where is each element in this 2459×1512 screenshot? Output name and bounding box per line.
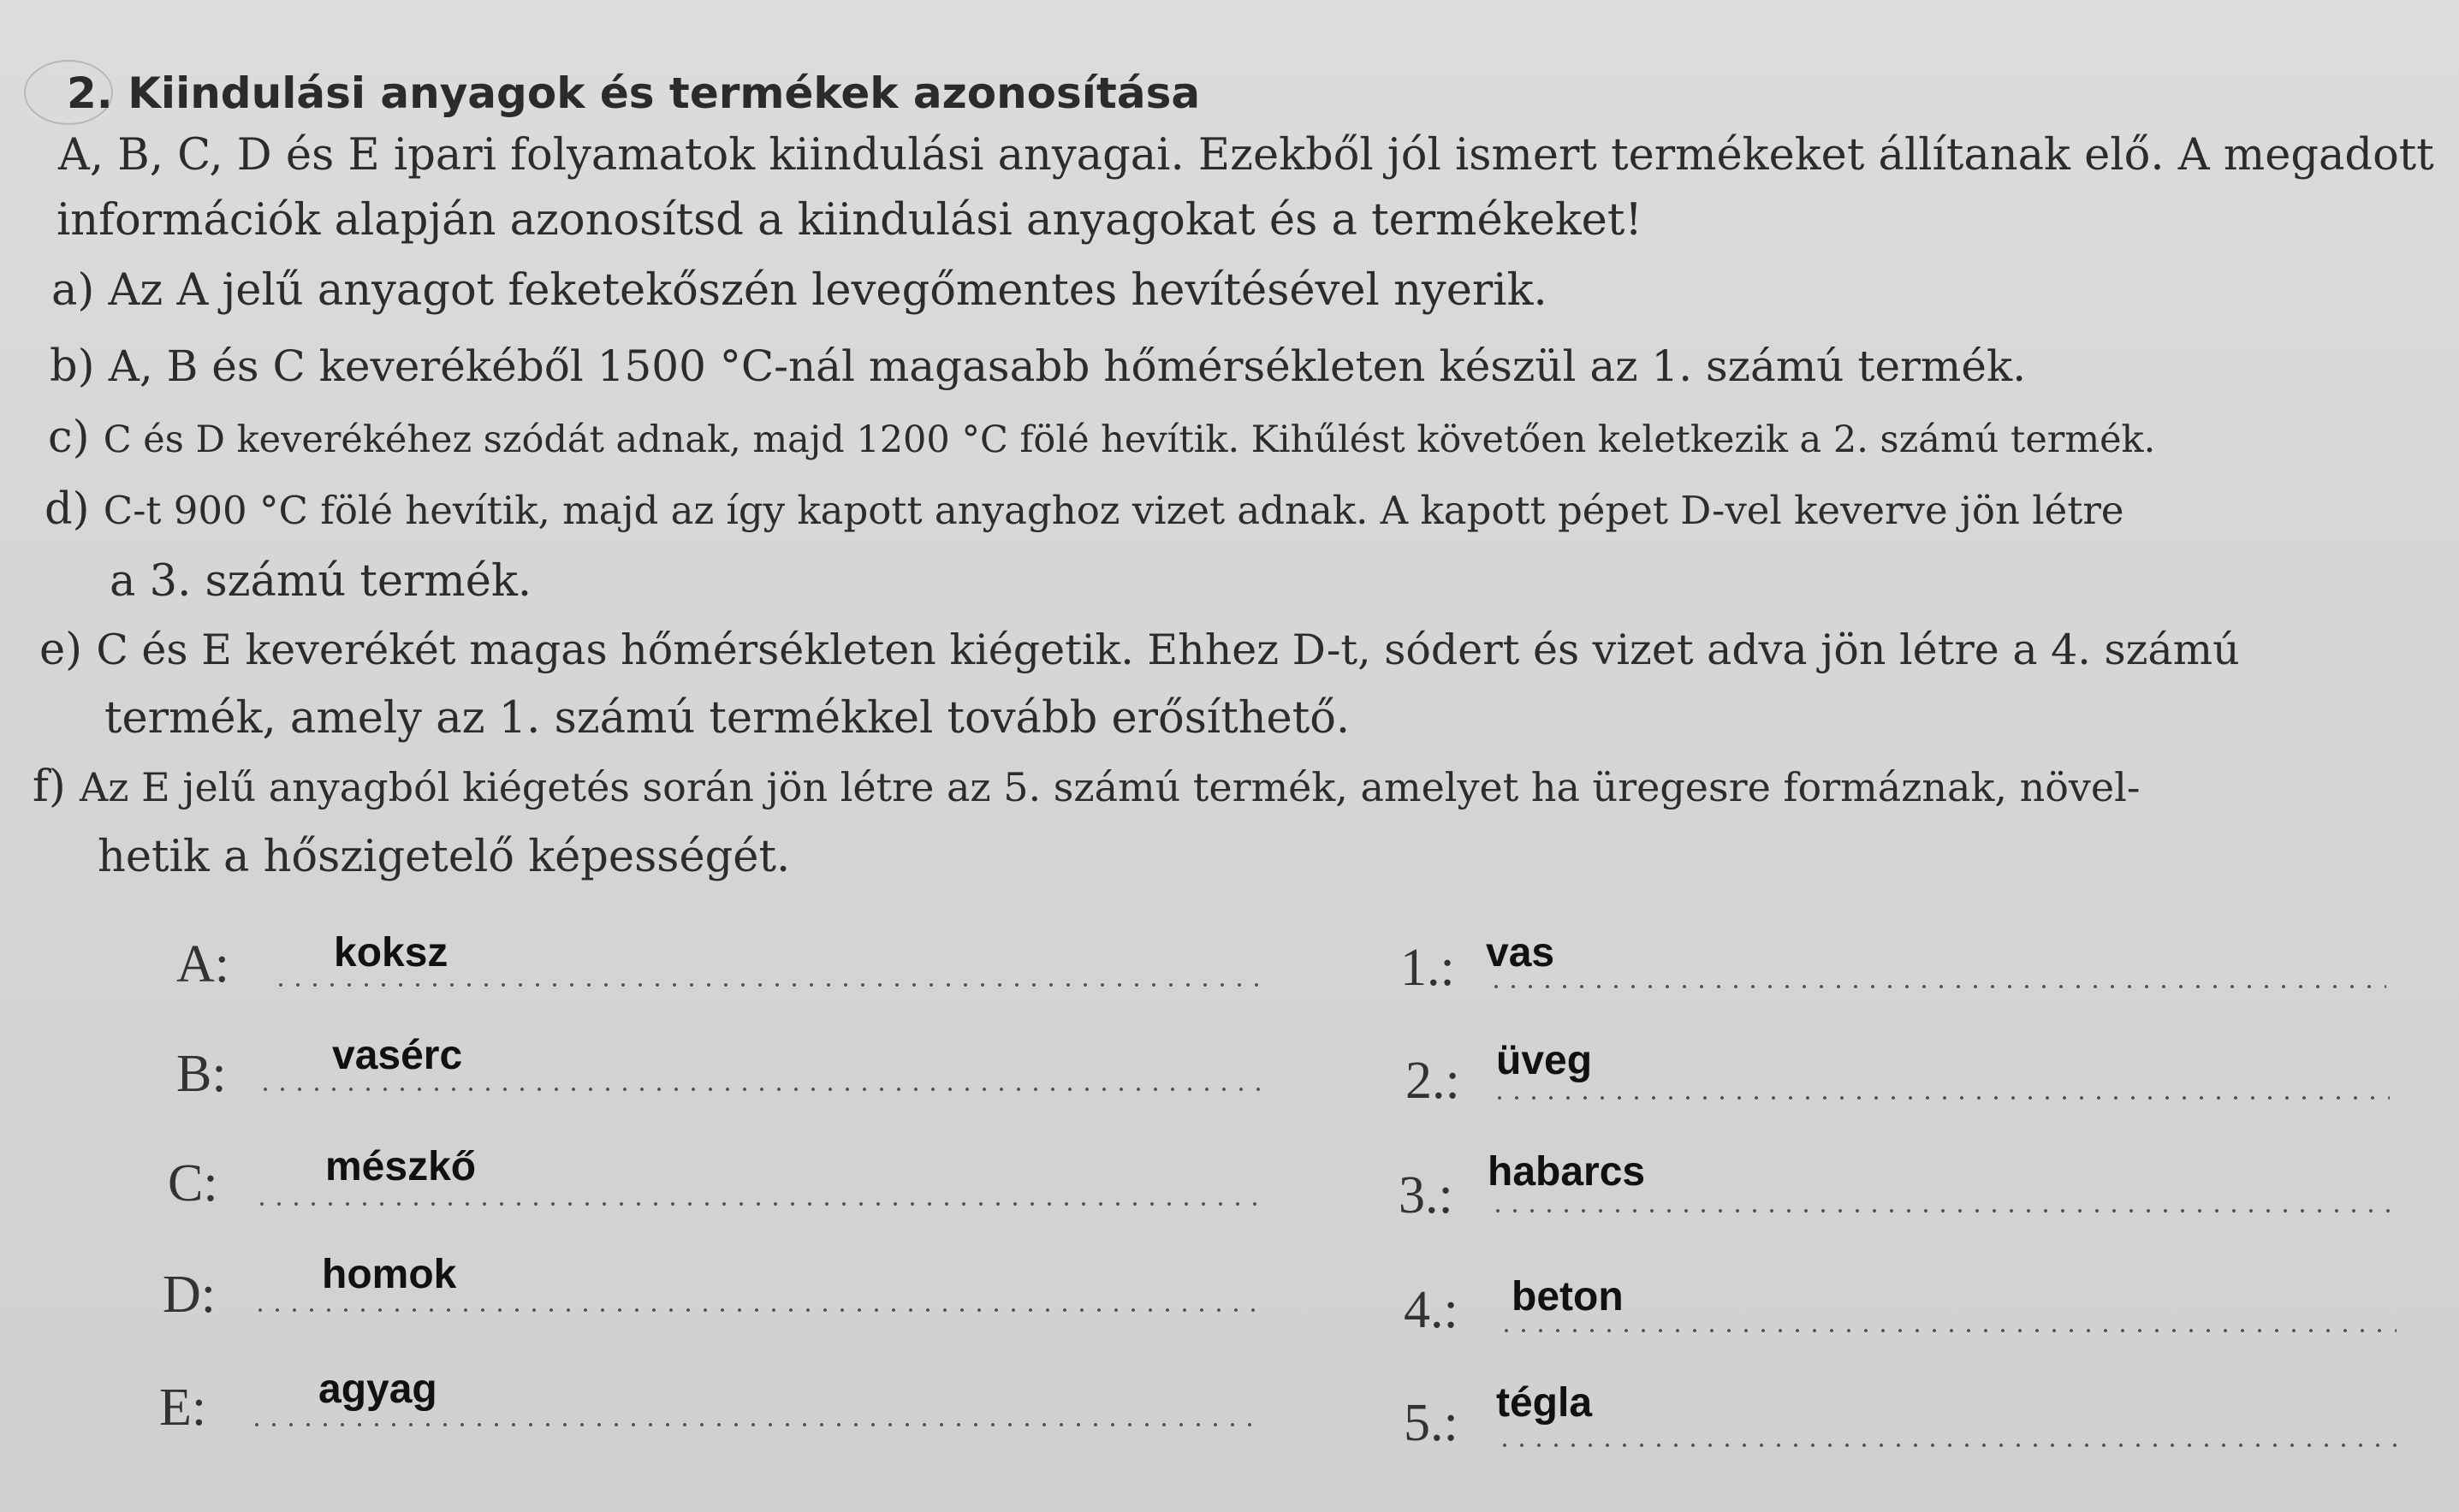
exercise-title: 2. Kiindulási anyagok és termékek azonosítása	[67, 68, 1201, 118]
item-f	[33, 762, 2140, 813]
item-e-text: C és E keverékét magas hőmérsékleten kiégetik. Ehhez D-t, sódert és vizet adva jön létre a 4. számú	[96, 626, 2240, 674]
material-label-b: B:	[176, 1045, 227, 1103]
product-answer-3[interactable]: habarcs	[1488, 1149, 1646, 1195]
intro-line-1: A, B, C, D és E ipari folyamatok kiindulási anyagai. Ezekből jól ismert termékeket állítanak elő. A megadott	[58, 130, 2434, 181]
product-label-2: 2.:	[1405, 1052, 1460, 1110]
material-answer-b[interactable]: vasérc	[332, 1033, 463, 1078]
item-d-text: C-t 900 °C fölé hevítik, majd az így kapott anyaghoz vizet adnak. A kapott pépet D-vel keverve jön létre	[103, 488, 2124, 533]
product-label-3: 3.:	[1399, 1166, 1453, 1224]
product-answer-1[interactable]: vas	[1486, 930, 1555, 975]
product-answer-2[interactable]: üveg	[1496, 1038, 1593, 1083]
product-label-5: 5.:	[1404, 1394, 1458, 1452]
product-dotted-line-1	[1488, 984, 2386, 989]
item-c-letter: c)	[48, 412, 90, 463]
product-answer-5[interactable]: tégla	[1496, 1380, 1593, 1426]
item-c	[48, 412, 2155, 465]
product-dotted-line-2	[1491, 1095, 2390, 1100]
item-e	[39, 625, 2240, 676]
item-a-text: Az A jelű anyagot feketekőszén levegőmentes hevítésével nyerik.	[108, 265, 1547, 316]
material-dotted-line-e	[248, 1422, 1258, 1427]
product-dotted-line-4	[1498, 1328, 2397, 1333]
product-dotted-line-5	[1496, 1443, 2400, 1448]
material-dotted-line-c	[253, 1201, 1263, 1207]
item-d-letter: d)	[45, 484, 90, 535]
item-d-continuation: a 3. számú termék.	[110, 556, 532, 607]
item-a	[51, 265, 1547, 317]
item-f-letter: f)	[33, 762, 66, 812]
item-b	[50, 341, 2026, 393]
material-answer-c[interactable]: mészkő	[325, 1144, 477, 1189]
item-b-letter: b)	[50, 341, 95, 392]
item-e-continuation: termék, amely az 1. számú termékkel tovább erősíthető.	[104, 693, 1351, 744]
product-dotted-line-3	[1489, 1208, 2390, 1213]
product-label-1: 1.:	[1400, 939, 1455, 997]
material-label-d: D:	[163, 1266, 216, 1324]
material-label-e: E:	[159, 1379, 207, 1437]
product-answer-4[interactable]: beton	[1512, 1274, 1624, 1319]
item-c-text: C és D keverékéhez szódát adnak, majd 1200 °C fölé hevítik. Kihűlést követően keletkezik a 2. számú termék.	[103, 418, 2156, 461]
material-label-a: A:	[176, 935, 229, 993]
item-a-letter: a)	[51, 265, 95, 316]
material-answer-a[interactable]: koksz	[334, 930, 448, 975]
material-answer-d[interactable]: homok	[322, 1252, 457, 1297]
material-dotted-line-d	[252, 1307, 1262, 1313]
item-f-continuation: hetik a hőszigetelő képességét.	[98, 832, 791, 882]
material-answer-e[interactable]: agyag	[318, 1367, 437, 1412]
item-b-text: A, B és C keverékéből 1500 °C-nál magasabb hőmérsékleten készül az 1. számú termék.	[108, 341, 2027, 391]
item-d	[45, 484, 2124, 537]
intro-line-2: információk alapján azonosítsd a kiindulási anyagokat és a termékeket!	[56, 195, 1642, 246]
material-dotted-line-b	[257, 1087, 1265, 1092]
material-dotted-line-a	[272, 982, 1265, 987]
item-f-text: Az E jelű anyagból kiégetés során jön létre az 5. számú termék, amelyet ha üregesre formáznak, növel-	[80, 764, 2141, 810]
product-label-4: 4.:	[1404, 1281, 1458, 1339]
item-e-letter: e)	[39, 625, 83, 675]
material-label-c: C:	[168, 1154, 218, 1213]
